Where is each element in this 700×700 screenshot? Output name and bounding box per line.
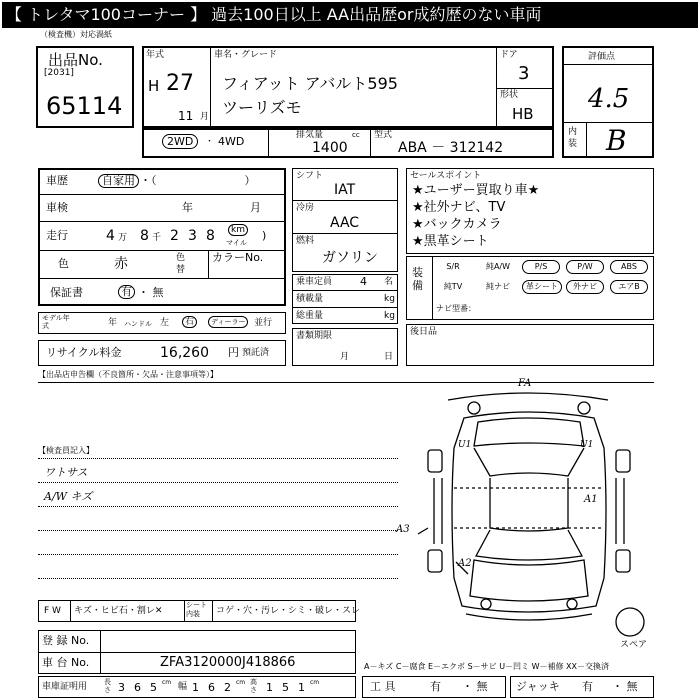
inspector-label: 【検査員記入】 [38, 446, 94, 455]
shaken-label: 車検 [46, 201, 68, 214]
cert-label: 車庫証明用 [42, 682, 88, 692]
history-label: 車歴 [46, 174, 68, 187]
cert-width-label: 幅 [178, 682, 188, 692]
handle-left: 左 [160, 318, 170, 328]
color-change-label: 色替 [176, 253, 186, 275]
model-label: 型式 [374, 130, 393, 140]
lot-box [36, 46, 134, 128]
color-label: 色 [58, 257, 69, 270]
cert-height-label: 高さ [250, 678, 257, 694]
model-year-unit: 年 [108, 318, 118, 328]
mileage-u2: 千 [152, 233, 162, 243]
equip-ext-navi: 外ナビ [566, 280, 604, 294]
tools-no: ・ 無 [462, 680, 488, 693]
sales-point-4: ★黒革シート [412, 234, 489, 249]
cert-unit-3: cm [310, 679, 320, 686]
sales-point-2: ★社外ナビ、TV [412, 200, 506, 215]
fw-text: キズ・ヒビ石・割レ✕ [74, 606, 163, 616]
lot-stamp: [2031] [44, 68, 74, 78]
year-era: H [148, 77, 160, 95]
equip-tv: 純TV [443, 282, 463, 291]
aftermarket-label: 後日品 [410, 327, 438, 337]
fw-label: F W [44, 606, 61, 616]
year-value: 27 [166, 71, 194, 96]
jack-yes: 有 [582, 680, 593, 693]
interior-score: B [606, 124, 627, 157]
mileage-d3: 2 [170, 228, 179, 244]
ac-value: AAC [330, 215, 360, 231]
shift-label: シフト [296, 171, 324, 181]
interior-label: 内装 [568, 127, 578, 149]
mileage-unit-km: km [228, 224, 248, 236]
corner-note: （検査機）対応渦紙 [40, 30, 112, 39]
docs-day-unit: 日 [384, 352, 394, 362]
shaken-year-unit: 年 [182, 201, 193, 214]
recycle-note: 預託済 [242, 348, 270, 358]
inspector-note-2: A/W キズ [44, 490, 93, 503]
mileage-paren: ) [262, 229, 267, 242]
shape-label: 形状 [500, 90, 519, 100]
warranty-no: ・ 無 [138, 286, 164, 299]
lot-label: 出品No. [48, 51, 103, 69]
recycle-value: 16,260 [160, 345, 209, 361]
drive-dot: ・ [205, 137, 215, 147]
cert-unit-2: cm [236, 679, 246, 686]
year-month: 11 [178, 109, 194, 123]
load-label: 積載量 [296, 294, 324, 304]
diagram-a1: A1 [584, 494, 598, 505]
car-name: フィアット アバルト595 [222, 74, 398, 93]
seat-text: コゲ・穴・汚レ・シミ・破レ・スレ [216, 606, 361, 616]
equip-sr: S/R [446, 262, 460, 271]
equip-abs: ABS [610, 260, 648, 274]
gross-label: 総重量 [296, 311, 324, 321]
color-value: 赤 [114, 256, 128, 272]
diagram-front: FA [518, 378, 532, 389]
diagram-a2: A2 [458, 558, 472, 569]
report-label: 【出品店申告欄（不良箇所・欠品・注意事項等）】 [38, 370, 218, 379]
reg-label: 登 録 No. [42, 634, 90, 647]
capacity-label: 乗車定員 [296, 277, 333, 287]
warranty-yes: 有 [118, 285, 135, 299]
mileage-d4: 3 [188, 228, 197, 244]
mileage-d1: 4 [106, 228, 115, 244]
sales-point-1: ★ユーザー買取り車★ [412, 183, 540, 198]
rating-score: 4.5 [588, 84, 630, 114]
color-no-label: カラーNo. [212, 251, 264, 264]
model-value: ABA － 312142 [398, 140, 504, 156]
mileage-u1: 万 [118, 233, 128, 243]
cert-length-1: 3 [118, 681, 125, 694]
cert-height-1: 1 [266, 681, 273, 694]
fuel-value: ガソリン [322, 250, 378, 266]
history-rest: ・（ ） [140, 174, 256, 187]
inspector-note-1: ワトサス [44, 466, 88, 479]
mileage-label: 走行 [46, 229, 68, 242]
model-year-label: モデル年式 [42, 314, 70, 330]
year-label: 年式 [146, 50, 165, 60]
handle-right: 右 [182, 316, 197, 328]
equip-airbag: エアB [610, 280, 648, 294]
jack-no: ・ 無 [612, 680, 638, 693]
capacity-value: 4 [360, 275, 367, 288]
displacement-value: 1400 [312, 140, 348, 156]
fuel-label: 燃料 [296, 236, 315, 246]
cert-length-3: 5 [150, 681, 157, 694]
chassis-label: 車 台 No. [42, 656, 90, 669]
warranty-label: 保証書 [50, 286, 83, 299]
car-diagram [408, 378, 654, 660]
drive-2wd: 2WD [162, 134, 198, 149]
handle-parallel: 並行 [254, 318, 273, 328]
shaken-month-unit: 月 [250, 201, 261, 214]
door-value: 3 [518, 63, 530, 84]
displacement-label: 排気量 [296, 130, 324, 140]
cert-width-1: 1 [192, 681, 199, 694]
cert-width-2: 6 [208, 681, 215, 694]
door-label: ドア [500, 50, 518, 60]
cert-height-2: 5 [282, 681, 289, 694]
tools-yes: 有 [430, 680, 441, 693]
tools-label: 工 具 [370, 680, 396, 693]
cert-width-3: 2 [224, 681, 231, 694]
car-label: 車名・グレード [214, 50, 278, 60]
equip-aw: 純A/W [485, 262, 511, 271]
jack-label: ジャッキ [516, 680, 560, 693]
sales-point-3: ★バックカメラ [412, 217, 502, 232]
gross-unit: kg [384, 311, 395, 321]
diagram-u2: U1 [580, 440, 594, 450]
equip-leather: 革シート [522, 280, 562, 294]
aftermarket-block [406, 324, 654, 366]
cert-length-2: 6 [134, 681, 141, 694]
equip-navi-model: ナビ型番： [436, 304, 476, 313]
shift-value: IAT [334, 182, 356, 198]
equip-navi: 純ナビ [486, 282, 510, 291]
mileage-d2: 8 [140, 228, 149, 244]
handle-label: ハンドル [124, 320, 152, 328]
diagram-u1: U1 [458, 440, 472, 450]
recycle-label: リサイクル料金 [46, 346, 122, 359]
load-unit: kg [384, 294, 395, 304]
banner: 【 トレタマ100コーナー 】 過去100日以上 AA出品歴or成約歴のない車両 [2, 2, 698, 28]
lot-number: 65114 [46, 92, 123, 120]
year-month-unit: 月 [200, 112, 210, 122]
car-grade: ツーリズモ [222, 98, 302, 117]
equip-ps: P/S [522, 260, 560, 274]
shape-value: HB [512, 105, 534, 123]
sales-label: セールスポイント [410, 171, 482, 181]
damage-legend: A－キズ C－腐食 E－エクボ S－サビ U－凹ミ W－補修 XX－交換済 [364, 662, 610, 671]
history-value: 自家用 [98, 174, 139, 188]
recycle-unit: 円 [228, 346, 239, 359]
handle-dealer: ディーラー [208, 316, 248, 328]
equip-pw: P/W [566, 260, 604, 274]
diagram-spare: スペア [620, 640, 648, 650]
mileage-d5: 8 [206, 228, 215, 244]
cert-length-label: 長さ [104, 678, 111, 694]
docs-month-unit: 月 [340, 352, 350, 362]
ac-label: 冷房 [296, 203, 315, 213]
capacity-unit: 名 [384, 277, 394, 287]
chassis-value: ZFA3120000J418866 [160, 655, 296, 670]
cert-unit-1: cm [162, 679, 172, 686]
equipment-label: 装備 [412, 266, 423, 292]
cert-height-3: 1 [298, 681, 305, 694]
docs-label: 書類期限 [296, 331, 333, 341]
seat-label: シート内装 [186, 601, 207, 618]
diagram-a3: A3 [396, 524, 410, 535]
displacement-unit: cc [352, 131, 360, 139]
rating-label: 評価点 [588, 52, 616, 62]
drive-4wd: 4WD [218, 135, 245, 148]
mileage-unit-mile: マイル [226, 239, 247, 247]
